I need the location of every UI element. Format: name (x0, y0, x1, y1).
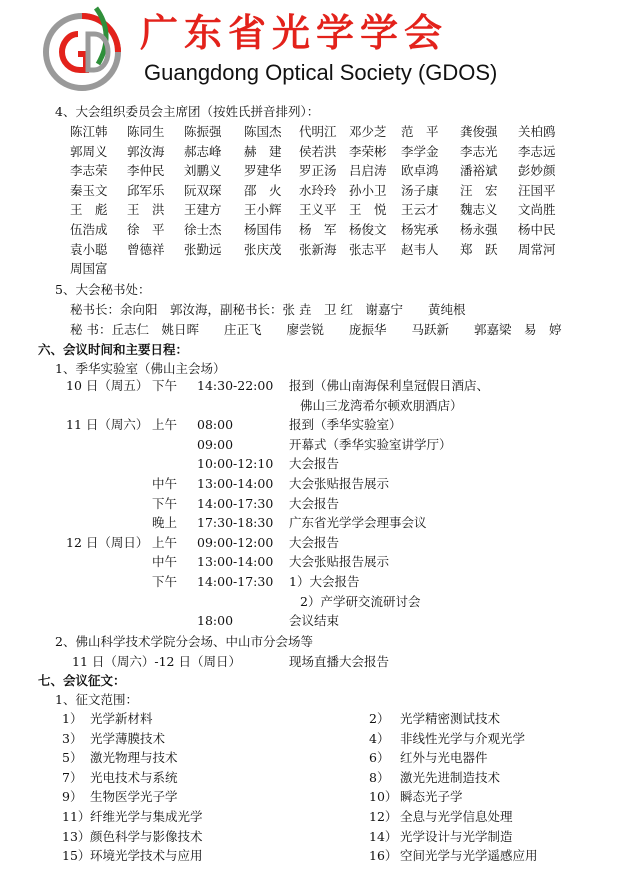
presidium-member-name: 水玲玲 (299, 182, 337, 198)
schedule-day: 10 日（周五） (66, 378, 149, 393)
presidium-member-name: 周常河 (518, 241, 556, 257)
schedule-event: 佛山三龙湾希尔顿欢朋酒店） (300, 397, 463, 413)
presidium-member-name: 赫 建 (244, 143, 282, 159)
presidium-member-name: 李志光 (460, 143, 498, 159)
section-7-heading: 七、会议征文： (38, 673, 126, 688)
schedule-day: 12 日（周日） (66, 534, 149, 550)
topic-number: 2） (369, 711, 390, 726)
schedule-period: 下午 (152, 495, 178, 511)
presidium-member-name: 伍浩成 (70, 222, 108, 237)
schedule-time: 18:00 (197, 613, 234, 629)
presidium-member-name: 阮双琛 (184, 182, 222, 198)
presidium-member-name: 汤子康 (401, 182, 439, 198)
schedule-time: 14:00-17:30 (197, 495, 274, 511)
presidium-member-name: 陈江韩 (70, 124, 108, 139)
presidium-member-name: 邵 火 (244, 182, 282, 198)
presidium-member-name: 汪国平 (518, 182, 556, 198)
schedule-event: 开幕式（季华实验室讲学厅） (289, 436, 452, 452)
schedule-time: 17:30-18:30 (197, 515, 274, 531)
topic-title: 纤维光学与集成光学 (90, 809, 203, 824)
schedule-event: 会议结束 (289, 613, 340, 629)
presidium-member-name: 杨俊文 (349, 222, 387, 237)
presidium-member-name: 陈同生 (127, 124, 165, 139)
presidium-member-name: 王义平 (299, 202, 337, 218)
presidium-member-name: 王小辉 (244, 202, 282, 218)
presidium-member-name: 邓少芝 (349, 124, 387, 139)
presidium-member-name: 张庆茂 (244, 241, 282, 257)
society-subtitle: Guangdong Optical Society (GDOS) (144, 60, 498, 85)
schedule-period: 下午 (152, 574, 178, 589)
schedule-time: 13:00-14:00 (197, 476, 274, 491)
topic-number: 14） (369, 828, 398, 844)
presidium-member-name: 袁小聪 (70, 241, 108, 257)
schedule-time: 13:00-14:00 (197, 554, 274, 570)
presidium-member-name: 杨国伟 (244, 222, 282, 237)
presidium-member-name: 魏志义 (460, 202, 498, 218)
presidium-member-name: 张志平 (349, 241, 387, 257)
presidium-member-name: 郑 跃 (460, 241, 498, 257)
section-4-heading: 4、大会组织委员会主席团（按姓氏拼音排列）： (55, 104, 320, 119)
topic-number: 3） (62, 730, 83, 746)
topic-number: 5） (62, 750, 83, 766)
topic-title: 光学新材料 (90, 711, 153, 726)
presidium-member-name: 周国富 (70, 261, 108, 277)
presidium-member-name: 彭妙颜 (518, 163, 556, 179)
presidium-member-name: 范 平 (401, 124, 439, 139)
presidium-member-name: 秦玉文 (70, 182, 108, 198)
secretaries-line: 秘 书：丘志仁 姚日晖 庄正飞 廖尝锐 庞振华 马跃新 郭嘉梁 易 婷 (70, 322, 562, 337)
schedule-event: 2）产学研交流研讨会 (300, 593, 421, 609)
presidium-member-name: 李志荣 (70, 163, 108, 179)
presidium-member-name: 杨 军 (299, 222, 337, 237)
schedule-period: 上午 (152, 417, 178, 433)
presidium-member-name: 吕启涛 (349, 163, 387, 179)
topic-title: 光电技术与系统 (90, 769, 178, 785)
society-title: 广东省光学学会 (140, 11, 449, 55)
presidium-member-name: 孙小卫 (349, 182, 387, 198)
presidium-member-name: 李志远 (518, 143, 556, 159)
presidium-member-name: 徐 平 (127, 222, 165, 237)
presidium-member-name: 王云才 (401, 202, 439, 218)
topic-title: 瞬态光子学 (400, 789, 463, 805)
venue-2-heading: 2、佛山科学技术学院分会场、中山市分会场等 (55, 634, 313, 649)
presidium-member-name: 曾德祥 (127, 241, 165, 257)
presidium-member-name: 刘鹏义 (184, 163, 222, 179)
venue-1-heading: 1、季华实验室（佛山主会场） (55, 361, 226, 376)
topic-title: 光学精密测试技术 (400, 711, 501, 726)
presidium-member-name: 李荣彬 (349, 143, 387, 159)
paper-scope-heading: 1、征文范围： (55, 692, 138, 707)
presidium-member-name: 张新海 (299, 241, 337, 257)
topic-number: 4） (369, 730, 390, 746)
presidium-member-name: 郝志峰 (184, 143, 222, 159)
schedule-event: 大会报告 (289, 456, 340, 472)
topic-title: 生物医学光子学 (90, 789, 178, 805)
presidium-member-name: 杨宪承 (401, 222, 439, 237)
topic-number: 15） (62, 848, 91, 864)
presidium-member-name: 潘裕斌 (460, 163, 498, 179)
schedule-event: 大会报告 (289, 534, 340, 550)
venue-2-dates: 11 日（周六）-12 日（周日） (72, 654, 241, 669)
presidium-member-name: 侯若洪 (299, 143, 337, 159)
presidium-member-name: 邱军乐 (127, 182, 165, 198)
topic-number: 11） (62, 809, 91, 824)
presidium-member-name: 杨中民 (518, 222, 556, 237)
schedule-day: 11 日（周六） (66, 417, 149, 433)
topic-title: 激光物理与技术 (90, 750, 178, 766)
section-6-heading: 六、会议时间和主要日程： (38, 342, 189, 357)
topic-title: 激光先进制造技术 (400, 769, 501, 785)
topic-number: 6） (369, 750, 390, 766)
schedule-period: 中午 (152, 554, 178, 570)
schedule-event: 大会张贴报告展示 (289, 476, 390, 491)
schedule-time: 09:00 (197, 436, 234, 452)
presidium-member-name: 李仲民 (127, 163, 165, 179)
schedule-period: 上午 (152, 534, 178, 550)
presidium-member-name: 罗正汤 (299, 163, 337, 179)
presidium-member-name: 龚俊强 (460, 124, 498, 139)
topic-title: 光学设计与光学制造 (400, 828, 513, 844)
topic-number: 16） (369, 848, 398, 864)
presidium-member-name: 郭汝海 (127, 143, 165, 159)
presidium-member-name: 陈国杰 (244, 124, 282, 139)
topic-number: 8） (369, 769, 390, 785)
presidium-member-name: 关柏鸥 (518, 124, 556, 139)
venue-2-event: 现场直播大会报告 (289, 654, 390, 669)
presidium-member-name: 欧卓鸿 (401, 163, 439, 179)
gdos-logo-icon (38, 4, 130, 96)
topic-number: 12） (369, 809, 398, 824)
topic-number: 7） (62, 769, 83, 785)
topic-title: 光学薄膜技术 (90, 730, 166, 746)
topic-title: 颜色科学与影像技术 (90, 828, 203, 844)
schedule-time: 09:00-12:00 (197, 534, 274, 550)
presidium-member-name: 郭周义 (70, 143, 108, 159)
topic-number: 10） (369, 789, 398, 805)
presidium-member-name: 徐士杰 (184, 222, 222, 237)
presidium-member-name: 赵韦人 (401, 241, 439, 257)
presidium-member-name: 王 彪 (70, 202, 108, 218)
schedule-time: 08:00 (197, 417, 234, 433)
secretary-general-line: 秘书长：余向阳 郭汝海，副秘书长：张 垚 卫 红 谢嘉宁 黄纯根 (70, 302, 466, 317)
schedule-event: 大会报告 (289, 495, 340, 511)
topic-number: 13） (62, 828, 91, 844)
section-5-heading: 5、大会秘书处： (55, 282, 151, 297)
presidium-member-name: 代明江 (299, 124, 337, 139)
presidium-member-name: 王 悦 (349, 202, 387, 218)
schedule-event: 报到（季华实验室） (289, 417, 402, 433)
presidium-member-name: 王 洪 (127, 202, 165, 218)
topic-number: 1） (62, 711, 83, 726)
schedule-time: 14:00-17:30 (197, 574, 274, 589)
topic-number: 9） (62, 789, 83, 805)
presidium-member-name: 李学金 (401, 143, 439, 159)
schedule-time: 14:30-22:00 (197, 378, 274, 393)
schedule-time: 10:00-12:10 (197, 456, 274, 472)
schedule-event: 报到（佛山南海保利皇冠假日酒店、 (289, 378, 490, 393)
topic-title: 空间光学与光学遥感应用 (400, 848, 538, 864)
presidium-member-name: 陈振强 (184, 124, 222, 139)
schedule-period: 下午 (152, 378, 178, 393)
presidium-member-name: 杨永强 (460, 222, 498, 237)
schedule-period: 晚上 (152, 515, 178, 531)
presidium-member-name: 汪 宏 (460, 182, 498, 198)
topic-title: 环境光学技术与应用 (90, 848, 203, 864)
presidium-member-name: 张勤远 (184, 241, 222, 257)
presidium-member-name: 王建方 (184, 202, 222, 218)
topic-title: 全息与光学信息处理 (400, 809, 513, 824)
topic-title: 红外与光电器件 (400, 750, 488, 766)
schedule-event: 广东省光学学会理事会议 (289, 515, 427, 531)
schedule-period: 中午 (152, 476, 178, 491)
topic-title: 非线性光学与介观光学 (400, 730, 526, 746)
presidium-member-name: 罗建华 (244, 163, 282, 179)
presidium-member-name: 文尚胜 (518, 202, 556, 218)
schedule-event: 1）大会报告 (289, 574, 360, 589)
schedule-event: 大会张贴报告展示 (289, 554, 390, 570)
